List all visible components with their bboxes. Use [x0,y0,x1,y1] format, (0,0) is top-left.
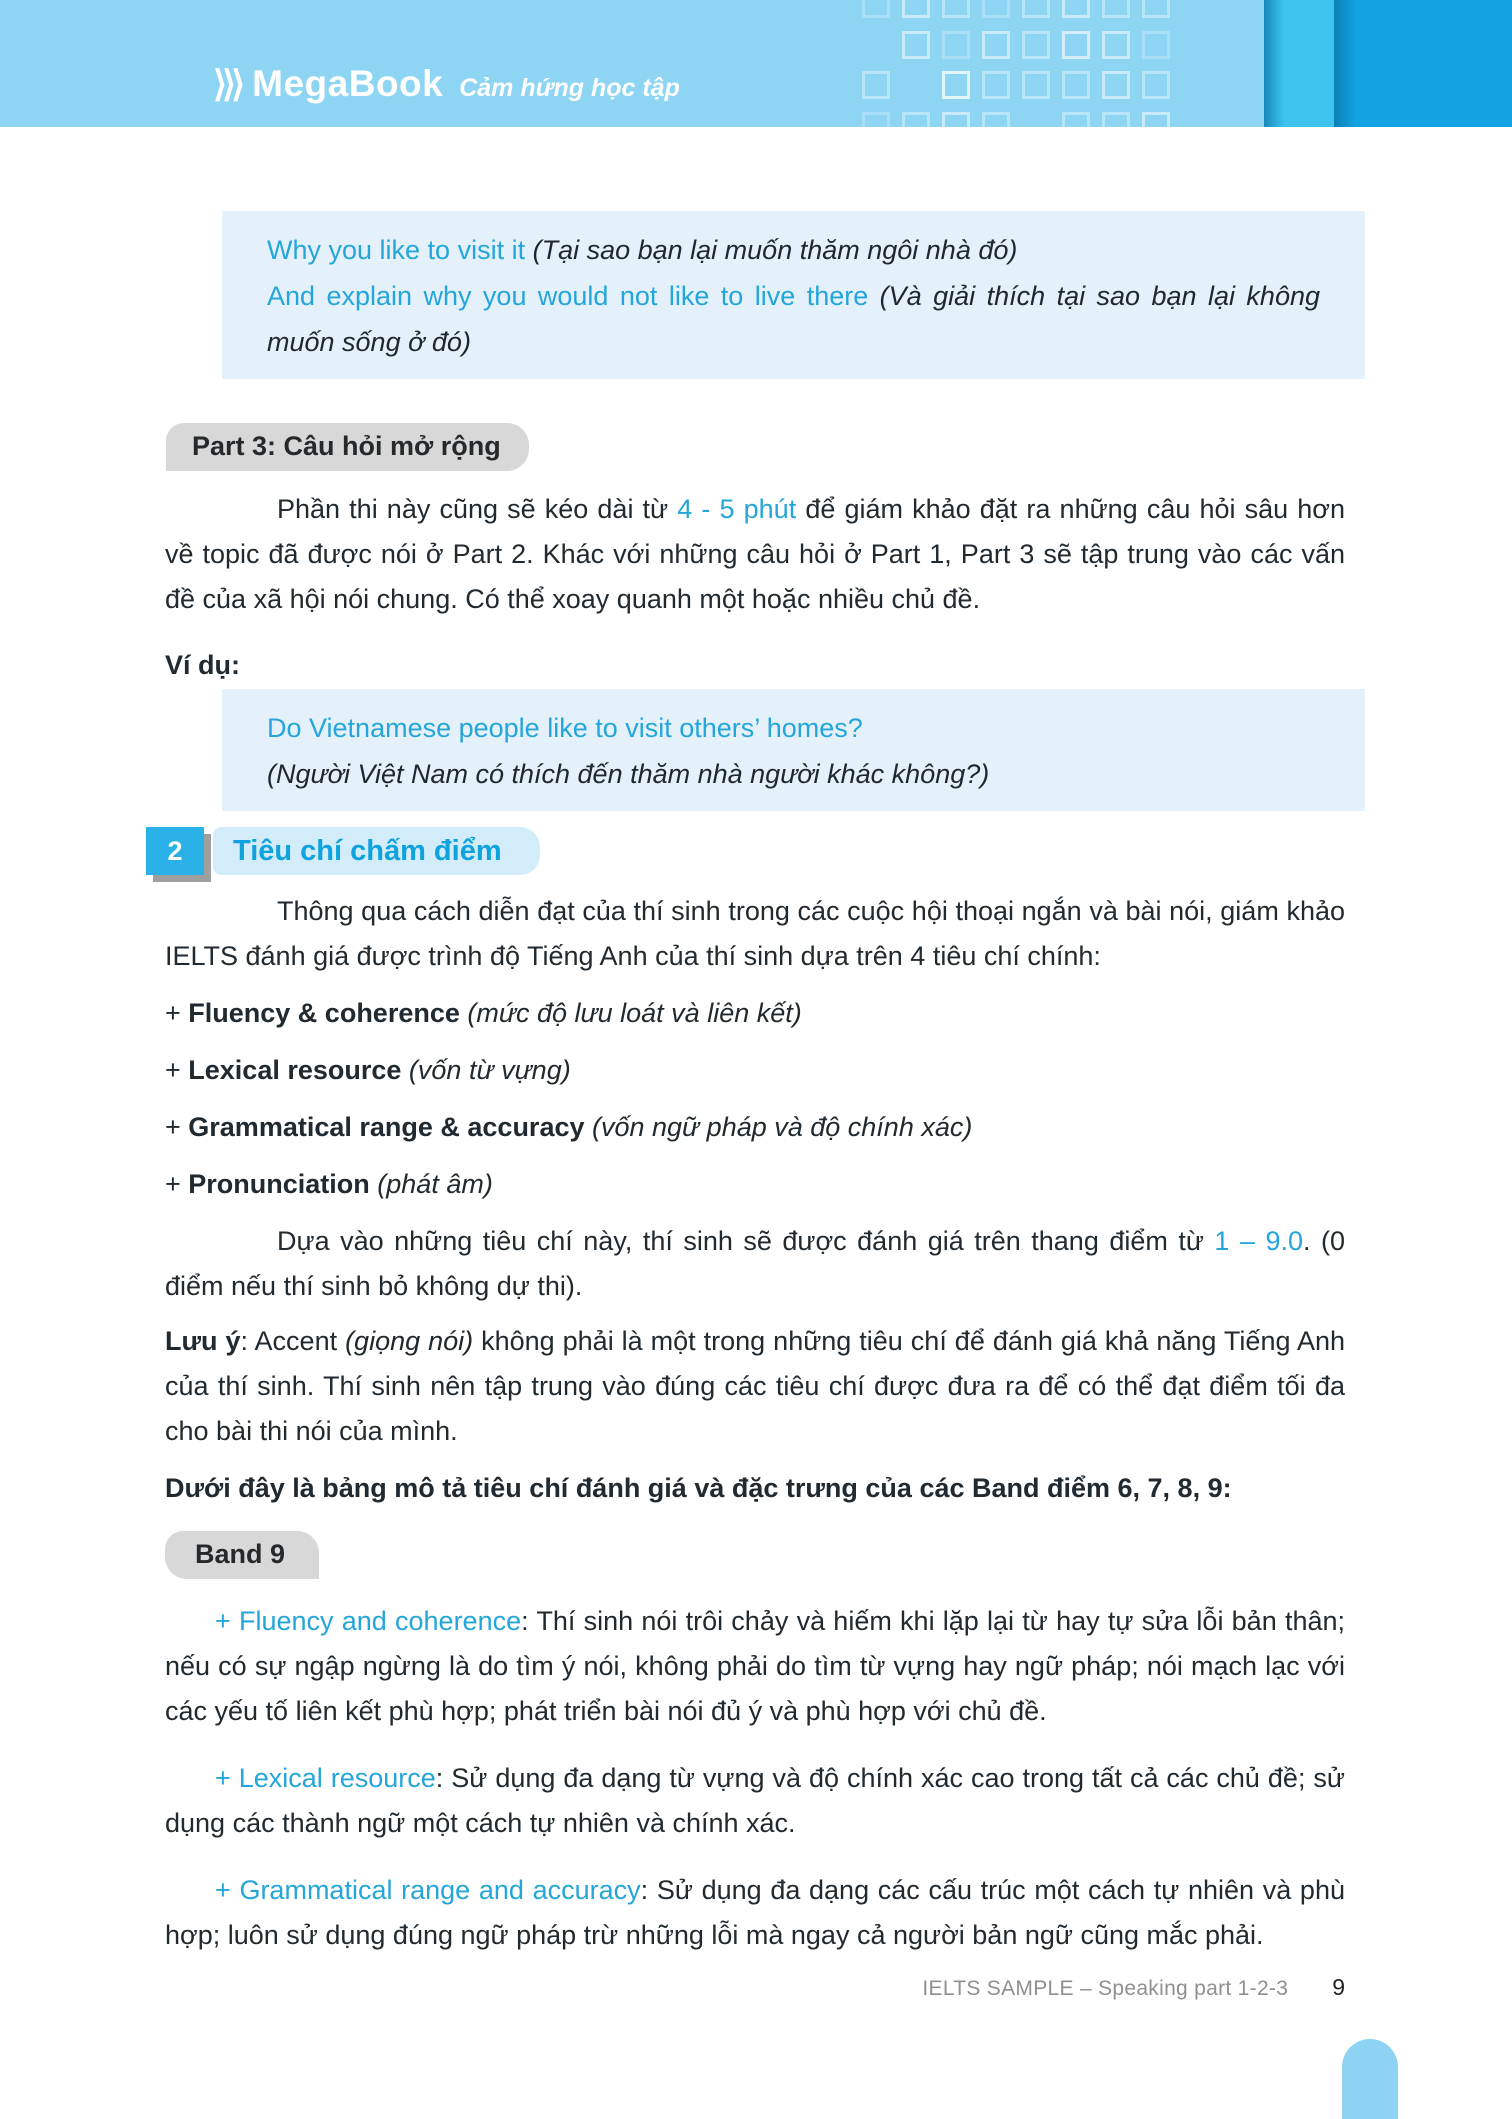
example-question-en-text: Do Vietnamese people like to visit others’ homes? [267,713,863,743]
page-content [0,211,1512,2001]
criteria-translation: (phát âm) [369,1169,493,1199]
band9-criterion-desc: : Sử dụng đa dạng từ vựng và độ chính xác cao trong tất cả các chủ đề; sử dụng các thành ngữ một cách tự nhiên và chính xác. [165,1763,1345,1838]
criteria-name: Grammatical range & accuracy [188,1112,585,1142]
part3-paragraph [165,487,1345,622]
corner-tab-decoration [1342,2039,1398,2119]
example-question-vietnamese [267,751,1320,797]
criteria-intro-paragraph: Thông qua cách diễn đạt của thí sinh trong các cuộc hội thoại ngắn và bài nói, giám khảo IELTS đánh giá được trình độ Tiếng Anh của thí sinh dựa trên 4 tiêu chí chính: [165,896,1345,971]
note-text-mid: : Accent [240,1326,346,1356]
part3-text-post: để giám khảo đặt ra những câu hỏi sâu hơn về topic đã được nói ở Part 2. Khác với những câu hỏi ở Part 1, Part 3 sẽ tập trung vào các vấn đề của xã hội nói chung. Có thể xoay quanh một hoặc nhiều chủ đề. [165,494,1346,614]
band9-criterion-name: + Grammatical range and accuracy [215,1875,641,1905]
plus-sign: + [165,998,189,1028]
note-text-rest: không phải là một trong những tiêu chí để đánh giá khả năng Tiếng Anh của thí sinh. Thí sinh nên tập trung vào đúng các tiêu chí được đưa ra để có thể đạt điểm tối đa cho bài thi nói của mình. [165,1326,1346,1446]
note-label: Lưu ý [165,1326,241,1356]
question-line-1 [267,227,1320,273]
criteria-translation: (vốn ngữ pháp và độ chính xác) [584,1112,973,1142]
note-paragraph [165,1319,1345,1454]
band9-heading: Band 9 [165,1531,319,1579]
section-title: Tiêu chí chấm điểm [213,827,540,875]
bands-intro-paragraph: Dưới đây là bảng mô tả tiêu chí đánh giá và đặc trưng của các Band điểm 6, 7, 8, 9: [165,1473,1232,1503]
question-1-english: Why you like to visit it [267,235,526,265]
question-box-2 [222,689,1365,811]
section-number-badge: 2 [146,827,204,875]
band9-bullet [165,1756,1345,1846]
header-cyan-stripe [1264,0,1334,127]
band9-criterion-desc: : Sử dụng đa dạng các cấu trúc một cách tự nhiên và phù hợp; luôn sử dụng đúng ngữ pháp trừ những lỗi mà ngay cả người bản ngữ cũng mắc phải. [165,1875,1345,1950]
criteria-name: Pronunciation [188,1169,370,1199]
criteria-name: Fluency & coherence [188,998,460,1028]
brand-logo [213,63,680,105]
footer-running-title: IELTS SAMPLE – Speaking part 1-2-3 [922,1977,1289,2000]
squares-pattern-decoration [862,0,1198,127]
criteria-translation: (mức độ lưu loát và liên kết) [459,998,802,1028]
part3-heading: Part 3: Câu hỏi mở rộng [166,423,529,471]
example-question-english [267,705,1320,751]
question-2-english: And explain why you would not like to live there [267,281,869,311]
question-line-2 [267,273,1320,365]
band9-bullet [165,1599,1345,1734]
example-label: Ví dụ: [165,650,240,680]
scale-range-highlight: 1 – 9.0 [1214,1226,1303,1256]
question-2-vietnamese: (Và giải thích tại sao bạn lại không muốn sống ở đó) [267,281,1320,357]
part3-duration-highlight: 4 - 5 phút [677,494,797,524]
score-scale-paragraph [165,1219,1345,1309]
criteria-item [165,991,1345,1036]
part3-heading-row [165,379,1345,471]
criteria-translation: (vốn từ vựng) [401,1055,571,1085]
header-dark-stripe [1334,0,1512,127]
plus-sign: + [165,1112,189,1142]
brand-tagline: Cảm hứng học tập [459,74,680,102]
plus-sign: + [165,1055,189,1085]
plus-sign: + [165,1169,189,1199]
criteria-item [165,1048,1345,1093]
page-number: 9 [1332,1974,1345,2000]
band9-criterion-desc: : Thí sinh nói trôi chảy và hiếm khi lặp lại từ hay tự sửa lỗi bản thân; nếu có sự ngập ngừng là do tìm ý nói, không phải do tìm từ vựng hay ngữ pháp; nói mạch lạc với các yếu tố liên kết phù hợp; phát triển bài nói đủ ý và phù hợp với chủ đề. [165,1606,1345,1726]
question-1-vietnamese: (Tại sao bạn lại muốn thăm ngôi nhà đó) [525,235,1018,265]
brand-name: MegaBook [252,63,444,104]
scale-text-pre: Dựa vào những tiêu chí này, thí sinh sẽ được đánh giá trên thang điểm từ [277,1226,1215,1256]
part3-text-pre: Phần thi này cũng sẽ kéo dài từ [277,494,678,524]
page-header [0,0,1512,127]
band9-criterion-name: + Lexical resource [215,1763,436,1793]
band9-heading-row [165,1511,1345,1579]
note-accent-italic: (giọng nói) [345,1326,474,1356]
criteria-item [165,1105,1345,1150]
page-footer [165,1974,1345,2001]
section-2-header [146,827,1345,875]
example-question-vi-text: (Người Việt Nam có thích đến thăm nhà người khác không?) [267,759,990,789]
band9-bullet [165,1868,1345,1958]
criteria-item [165,1162,1345,1207]
criteria-list [165,991,1345,1207]
band9-criterion-name: + Fluency and coherence [215,1606,522,1636]
scale-text-post: . (0 điểm nếu thí sinh bỏ không dự thi). [165,1226,1345,1301]
triple-chevron-icon: ⟩⟩⟩ [213,63,241,104]
question-box-1 [222,211,1365,379]
criteria-name: Lexical resource [188,1055,402,1085]
